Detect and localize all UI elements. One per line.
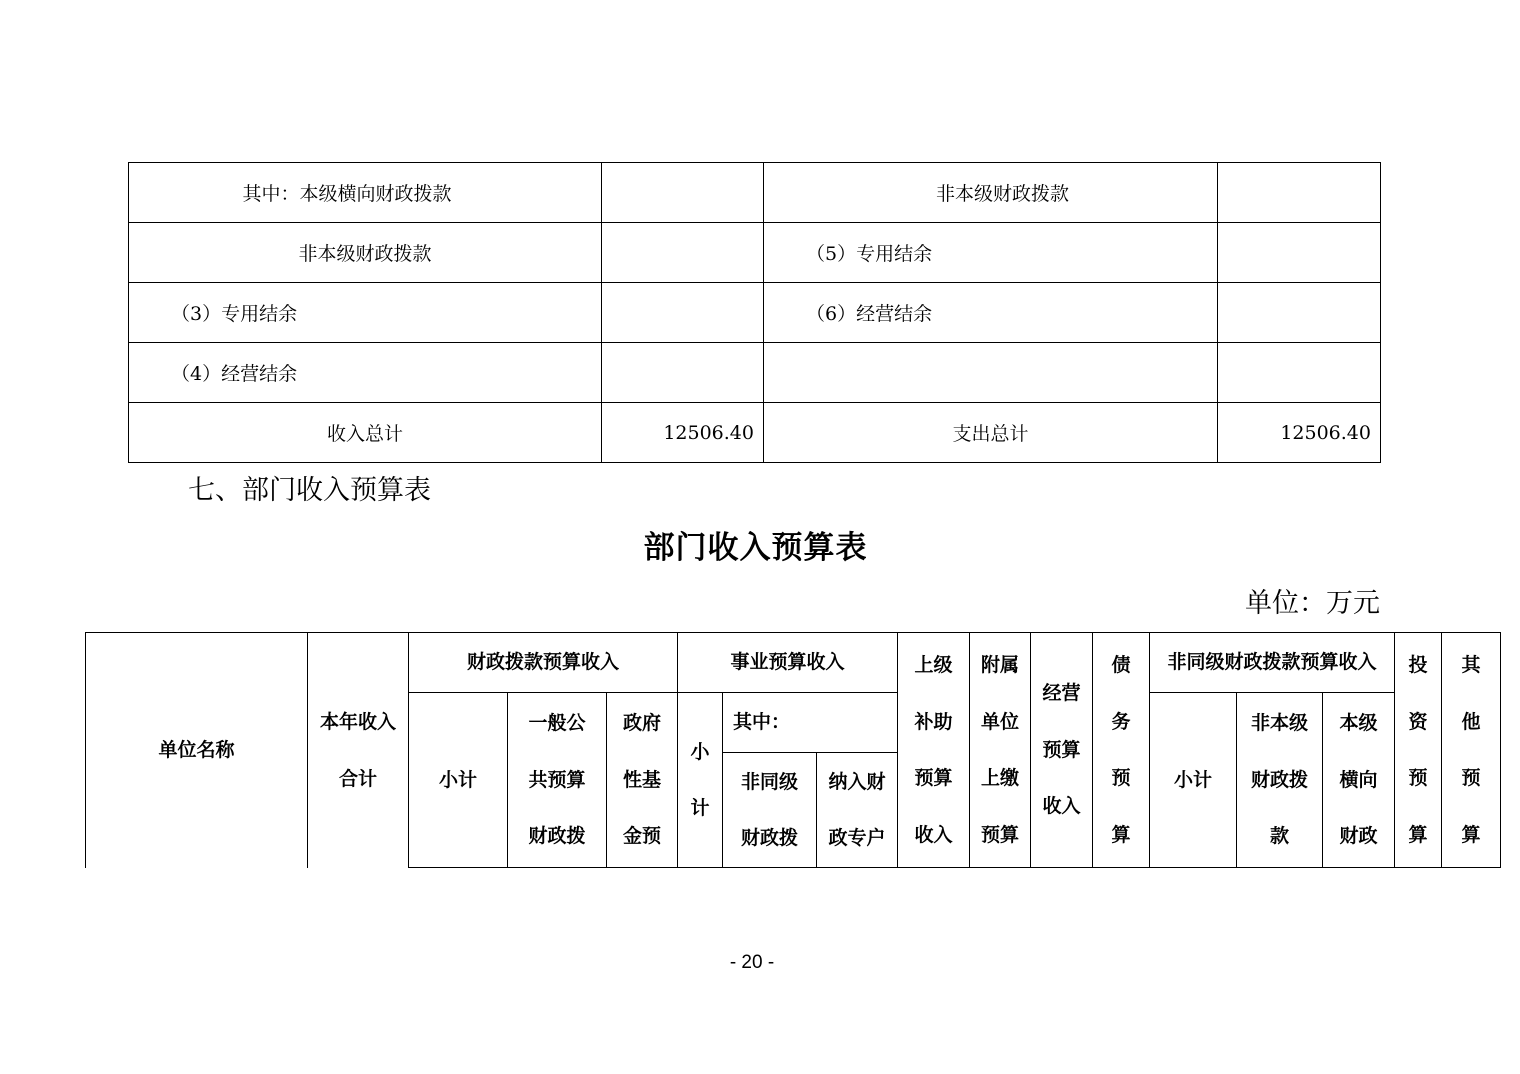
header-investment-budget: [1394, 632, 1442, 868]
header-text: 非同级: [740, 770, 798, 793]
header-text: 预: [1111, 767, 1131, 789]
header-text: 务: [1111, 710, 1131, 733]
page-number: - 20 -: [729, 952, 775, 973]
header-text: 收入: [914, 823, 953, 846]
header-text: 算: [1111, 823, 1131, 846]
header-text: 附属: [980, 654, 1019, 676]
header-text: 一般公: [528, 712, 586, 735]
header-text: 经营: [1042, 682, 1081, 705]
header-text: 资: [1408, 710, 1428, 733]
header-text: 共预算: [528, 768, 586, 791]
header-text: 预算: [914, 767, 953, 789]
header-text: 预算: [980, 823, 1019, 846]
header-text: 其: [1461, 654, 1481, 676]
summary-income-item: 非本级财政拨款: [128, 222, 602, 283]
header-text: 算: [1408, 823, 1428, 846]
header-text: 算: [1461, 823, 1481, 846]
header-other-budget: [1441, 632, 1501, 868]
header-non-same-level-subtotal: [1149, 692, 1237, 868]
header-fiscal-appropriation-group: [408, 632, 678, 693]
header-unit-name: [85, 632, 308, 868]
header-text: 金预: [622, 825, 661, 848]
header-text: 上级: [914, 654, 953, 676]
summary-expense-item: 非本级财政拨款: [763, 162, 1218, 223]
header-text: 财政拨款预算收入: [466, 651, 619, 674]
summary-income-total-label: 收入总计: [128, 402, 602, 463]
header-text: 他: [1461, 710, 1481, 733]
summary-income-item: 其中：本级横向财政拨款: [128, 162, 602, 223]
header-non-same-level-group: [1149, 632, 1395, 693]
header-government-fund: [606, 692, 678, 868]
summary-expense-item: [763, 342, 1218, 403]
summary-income-amount: [601, 282, 764, 343]
header-text: 小计: [438, 768, 477, 791]
header-total-income: [307, 632, 409, 868]
header-text: 补助: [914, 710, 953, 733]
header-text: 本年收入: [319, 711, 396, 733]
table-title: 部门收入预算表: [643, 530, 868, 566]
header-text: 单位名称: [158, 739, 235, 762]
header-text: 小: [690, 740, 710, 763]
header-text: 财政拨: [528, 825, 586, 848]
header-non-local-level: [1236, 692, 1323, 868]
summary-expense-total-amount: 12506.40: [1217, 402, 1381, 463]
header-debt-budget: [1092, 632, 1150, 868]
header-text: 纳入财: [828, 770, 886, 793]
header-text: 投: [1408, 654, 1428, 676]
summary-expense-amount: [1217, 162, 1381, 223]
header-business-subtotal: [677, 692, 723, 868]
header-text: 预: [1408, 767, 1428, 789]
summary-income-item: （4）经营结余: [128, 342, 602, 403]
header-text: 非同级财政拨款预算收入: [1167, 651, 1377, 674]
header-fiscal-subtotal: [408, 692, 508, 868]
header-text: 合计: [338, 767, 377, 790]
header-non-same-level-fiscal: [722, 752, 817, 868]
summary-income-amount: [601, 162, 764, 223]
summary-income-total-amount: 12506.40: [601, 402, 764, 463]
header-text: 财政: [1339, 825, 1378, 848]
header-business-of-which: [722, 692, 898, 753]
unit-label: 单位：万元: [1245, 588, 1380, 619]
summary-expense-amount: [1217, 282, 1381, 343]
header-text: 本级: [1339, 712, 1378, 735]
summary-expense-total-label: 支出总计: [763, 402, 1218, 463]
header-affiliated-unit-remittance: [969, 632, 1031, 868]
header-business-income-group: [677, 632, 898, 693]
summary-income-amount: [601, 222, 764, 283]
header-text: 非本级: [1250, 712, 1308, 735]
summary-expense-item: （5）专用结余: [763, 222, 1218, 283]
header-text: 款: [1269, 825, 1289, 848]
summary-expense-amount: [1217, 222, 1381, 283]
header-text: 计: [690, 797, 710, 819]
header-text: 其中：: [733, 711, 791, 734]
summary-income-item: （3）专用结余: [128, 282, 602, 343]
summary-expense-item: （6）经营结余: [763, 282, 1218, 343]
header-operating-income: [1030, 632, 1093, 868]
header-text: 单位: [980, 710, 1019, 733]
header-text: 预算: [1042, 738, 1081, 761]
summary-income-amount: [601, 342, 764, 403]
header-text: 事业预算收入: [730, 651, 845, 674]
header-text: 小计: [1173, 768, 1212, 791]
header-text: 财政拨: [740, 827, 798, 849]
header-superior-subsidy: [897, 632, 970, 868]
header-text: 收入: [1042, 795, 1081, 818]
summary-expense-amount: [1217, 342, 1381, 403]
section-heading: 七、部门收入预算表: [188, 475, 431, 506]
header-same-level-horizontal: [1322, 692, 1395, 868]
header-text: 政专户: [828, 827, 886, 849]
header-text: 上缴: [980, 767, 1019, 789]
header-text: 性基: [622, 768, 661, 791]
header-text: 债: [1111, 654, 1131, 676]
header-text: 财政拨: [1250, 768, 1308, 791]
header-text: 预: [1461, 767, 1481, 789]
header-general-public-budget: [507, 692, 607, 868]
header-text: 政府: [622, 712, 661, 735]
header-text: 横向: [1339, 768, 1378, 791]
header-fiscal-special-account: [816, 752, 898, 868]
